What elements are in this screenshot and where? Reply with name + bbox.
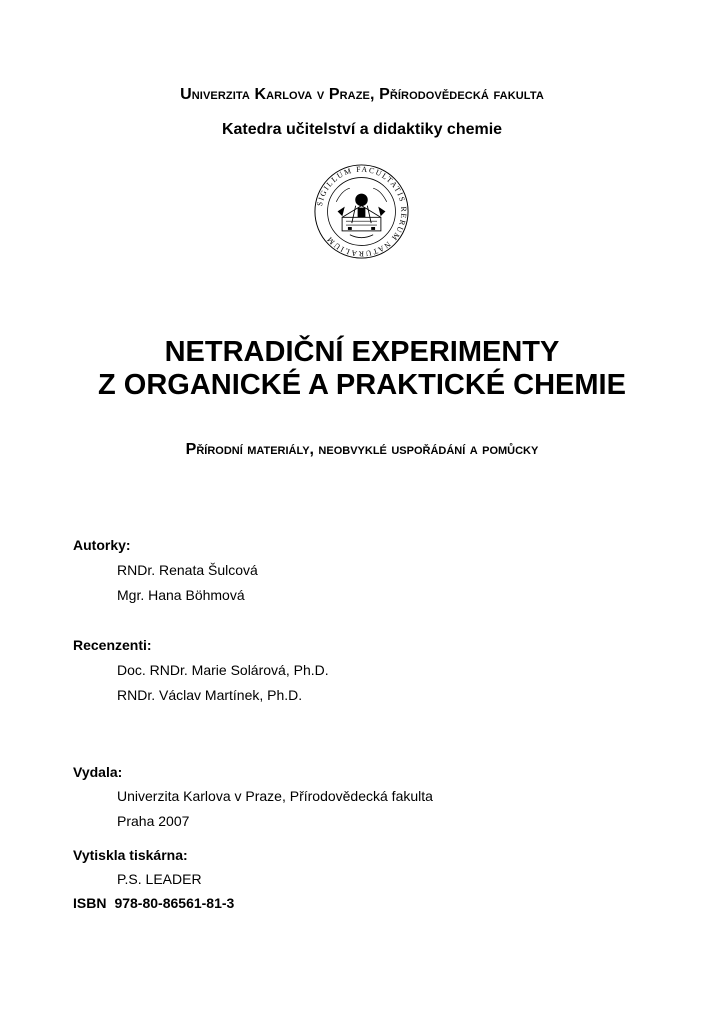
isbn-value: 978-80-86561-81-3 [114, 895, 235, 911]
isbn-label: ISBN [73, 895, 107, 911]
author-name: RNDr. Renata Šulcová [117, 562, 258, 578]
title-line-2: Z ORGANICKÉ A PRAKTICKÉ CHEMIE [98, 369, 626, 401]
reviewers-label: Recenzenti: [73, 637, 152, 653]
university-name: Univerzita Karlova v Praze, Přírodovědecká fakulta [180, 86, 544, 103]
publisher-name: Univerzita Karlova v Praze, Přírodovědecká fakulta [117, 788, 433, 804]
department-name: Katedra učitelství a didaktiky chemie [221, 121, 503, 138]
reviewer-name: Doc. RNDr. Marie Solárová, Ph.D. [117, 662, 329, 678]
printer-name: P.S. LEADER [117, 871, 202, 887]
reviewer-name: RNDr. Václav Martínek, Ph.D. [117, 687, 303, 703]
authors-label: Autorky: [73, 537, 131, 553]
author-name: Mgr. Hana Böhmová [117, 587, 245, 603]
printer-label: Vytiskla tiskárna: [73, 847, 188, 863]
title-line-1: NETRADIČNÍ EXPERIMENTY [164, 336, 560, 368]
seal-text: SIGILLUM FACULTATIS RERUM NATURALIUM [315, 164, 409, 259]
publisher-place-year: Praha 2007 [117, 813, 190, 829]
document-subtitle: Přírodní materiály, neobvyklé uspořádání a pomůcky [185, 441, 539, 458]
publisher-label: Vydala: [73, 764, 123, 780]
isbn-line [73, 895, 242, 911]
university-seal-icon [313, 163, 410, 260]
document-title [0, 336, 724, 402]
